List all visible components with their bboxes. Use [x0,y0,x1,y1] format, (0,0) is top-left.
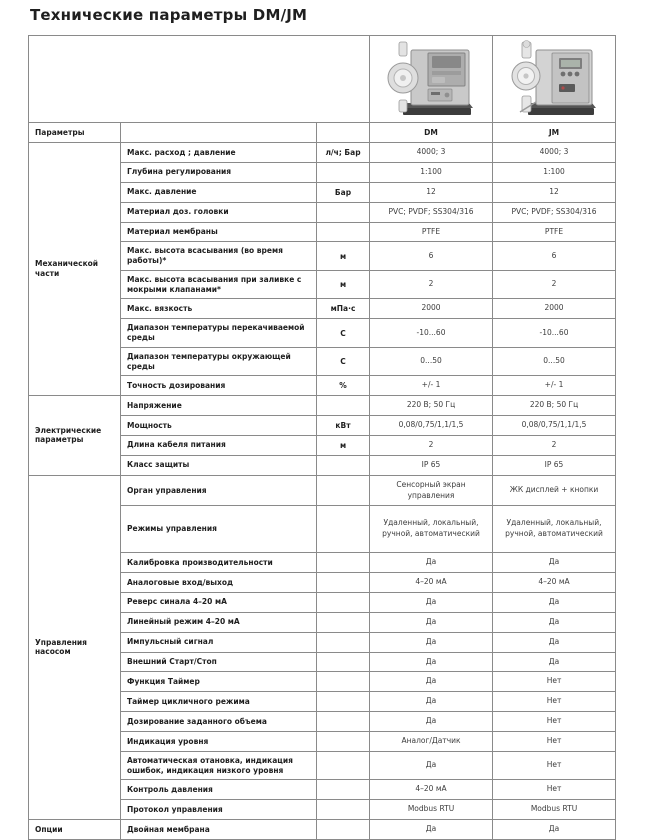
param-label: Калибровка производительности [121,553,317,573]
param-label: Материал мембраны [121,222,317,242]
param-label: Материал доз. головки [121,202,317,222]
unit-label [317,632,370,652]
param-label: Макс. расход ; давление [121,143,317,163]
param-label: Импульсный сигнал [121,632,317,652]
unit-label [317,732,370,752]
jm-value: IP 65 [493,455,616,475]
dm-pump-image [379,40,483,118]
param-label: Протокол управления [121,800,317,820]
jm-value: Нет [493,672,616,692]
jm-value: Нет [493,751,616,780]
unit-label [317,652,370,672]
dm-value: 220 В; 50 Гц [370,396,493,416]
dm-value: 2 [370,435,493,455]
jm-value: Да [493,592,616,612]
param-label: Контроль давления [121,780,317,800]
jm-value: 4–20 мА [493,573,616,593]
jm-value: 4000; 3 [493,143,616,163]
dm-value: Да [370,712,493,732]
jm-value: PVC; PVDF; SS304/316 [493,202,616,222]
jm-value: 6 [493,242,616,271]
unit-label [317,553,370,573]
unit-label [317,475,370,506]
unit-label [317,612,370,632]
unit-label: мПа·с [317,299,370,319]
param-label: Режимы управления [121,506,317,553]
unit-label [317,692,370,712]
jm-pump-image [502,40,606,118]
unit-label: кВт [317,416,370,436]
param-label: Внешний Старт/Стоп [121,652,317,672]
dm-value: Да [370,612,493,632]
dm-value: Удаленный, локальный, ручной, автоматический [370,506,493,553]
dm-value: 0...50 [370,347,493,376]
jm-value: Нет [493,780,616,800]
dm-value: PTFE [370,222,493,242]
group-label: Опции [29,820,121,840]
unit-label [317,396,370,416]
table-row [29,475,616,506]
jm-value: Да [493,632,616,652]
unit-label [317,592,370,612]
dm-value: Modbus RTU [370,800,493,820]
spec-table [28,35,616,840]
table-row [29,820,616,840]
jm-value: -10...60 [493,319,616,348]
param-label: Двойная мембрана [121,820,317,840]
param-label: Диапазон температуры окружающей среды [121,347,317,376]
jm-value: Нет [493,712,616,732]
image-row-spacer [29,36,370,123]
param-label: Таймер цикличного режима [121,692,317,712]
unit-label [317,455,370,475]
jm-value: +/- 1 [493,376,616,396]
dm-value: 4–20 мА [370,780,493,800]
params-header: Параметры [29,123,121,143]
unit-header [317,123,370,143]
table-row [29,143,616,163]
dm-value: 4000; 3 [370,143,493,163]
jm-value: 2 [493,270,616,299]
param-label: Напряжение [121,396,317,416]
unit-label [317,202,370,222]
param-label: Дозирование заданного объема [121,712,317,732]
dm-value: Да [370,820,493,840]
jm-value: ЖК дисплей + кнопки [493,475,616,506]
param-label: Реверс синала 4–20 мА [121,592,317,612]
unit-label: м [317,242,370,271]
dm-value: Да [370,632,493,652]
dm-product-image-cell [370,36,493,123]
jm-value: 2 [493,435,616,455]
unit-label: Бар [317,182,370,202]
jm-product-image-cell [493,36,616,123]
jm-value: Да [493,612,616,632]
jm-value: Modbus RTU [493,800,616,820]
unit-label: % [317,376,370,396]
param-label: Мощность [121,416,317,436]
dm-value: 2000 [370,299,493,319]
unit-label [317,162,370,182]
jm-value: Да [493,652,616,672]
dm-value: Да [370,751,493,780]
unit-label: С [317,347,370,376]
dm-value: PVC; PVDF; SS304/316 [370,202,493,222]
group-label: Механической части [29,143,121,396]
dm-value: 0,08/0,75/1,1/1,5 [370,416,493,436]
dm-value: 4–20 мА [370,573,493,593]
page-title: Технические параметры DM/JM [30,6,308,24]
unit-label: С [317,319,370,348]
dm-value: Сенсорный экран управления [370,475,493,506]
group-label: Управления насосом [29,475,121,820]
dm-value: -10...60 [370,319,493,348]
table-header-row [29,123,616,143]
jm-value: 1:100 [493,162,616,182]
jm-value: 220 В; 50 Гц [493,396,616,416]
param-label: Глубина регулирования [121,162,317,182]
unit-label [317,506,370,553]
table-row [29,396,616,416]
dm-column-header: DM [370,123,493,143]
dm-value: Да [370,592,493,612]
jm-value: PTFE [493,222,616,242]
unit-label [317,222,370,242]
param-label: Длина кабеля питания [121,435,317,455]
dm-value: Да [370,652,493,672]
unit-label [317,820,370,840]
param-label: Диапазон температуры перекачиваемой среды [121,319,317,348]
jm-value: 0,08/0,75/1,1/1,5 [493,416,616,436]
dm-value: Да [370,553,493,573]
dm-value: Да [370,672,493,692]
dm-value: +/- 1 [370,376,493,396]
param-label: Точность дозирования [121,376,317,396]
param-label: Класс защиты [121,455,317,475]
jm-value: Да [493,553,616,573]
group-label: Электрические параметры [29,396,121,476]
param-label: Автоматическая отановка, индикация ошибок, индикация низкого уровня [121,751,317,780]
jm-value: Да [493,820,616,840]
param-label: Макс. высота всасывания при заливке с мокрыми клапанами* [121,270,317,299]
jm-value: 0...50 [493,347,616,376]
dm-value: 6 [370,242,493,271]
param-name-header [121,123,317,143]
dm-value: 2 [370,270,493,299]
unit-label: м [317,435,370,455]
unit-label [317,573,370,593]
unit-label [317,672,370,692]
jm-value: Удаленный, локальный, ручной, автоматический [493,506,616,553]
param-label: Линейный режим 4–20 мА [121,612,317,632]
param-label: Индикация уровня [121,732,317,752]
dm-value: IP 65 [370,455,493,475]
unit-label: м [317,270,370,299]
spec-table-body [29,36,616,840]
dm-value: Да [370,692,493,712]
unit-label [317,800,370,820]
product-image-row [29,36,616,123]
jm-value: Нет [493,732,616,752]
dm-value: 1:100 [370,162,493,182]
param-label: Функция Таймер [121,672,317,692]
param-label: Макс. давление [121,182,317,202]
unit-label: л/ч; Бар [317,143,370,163]
param-label: Орган управления [121,475,317,506]
dm-value: Аналог/Датчик [370,732,493,752]
param-label: Макс. высота всасывания (во время работы)* [121,242,317,271]
unit-label [317,712,370,732]
dm-value: 12 [370,182,493,202]
param-label: Макс. вязкость [121,299,317,319]
jm-column-header: JM [493,123,616,143]
unit-label [317,780,370,800]
unit-label [317,751,370,780]
jm-value: 2000 [493,299,616,319]
jm-value: Нет [493,692,616,712]
param-label: Аналоговые вход/выход [121,573,317,593]
jm-value: 12 [493,182,616,202]
